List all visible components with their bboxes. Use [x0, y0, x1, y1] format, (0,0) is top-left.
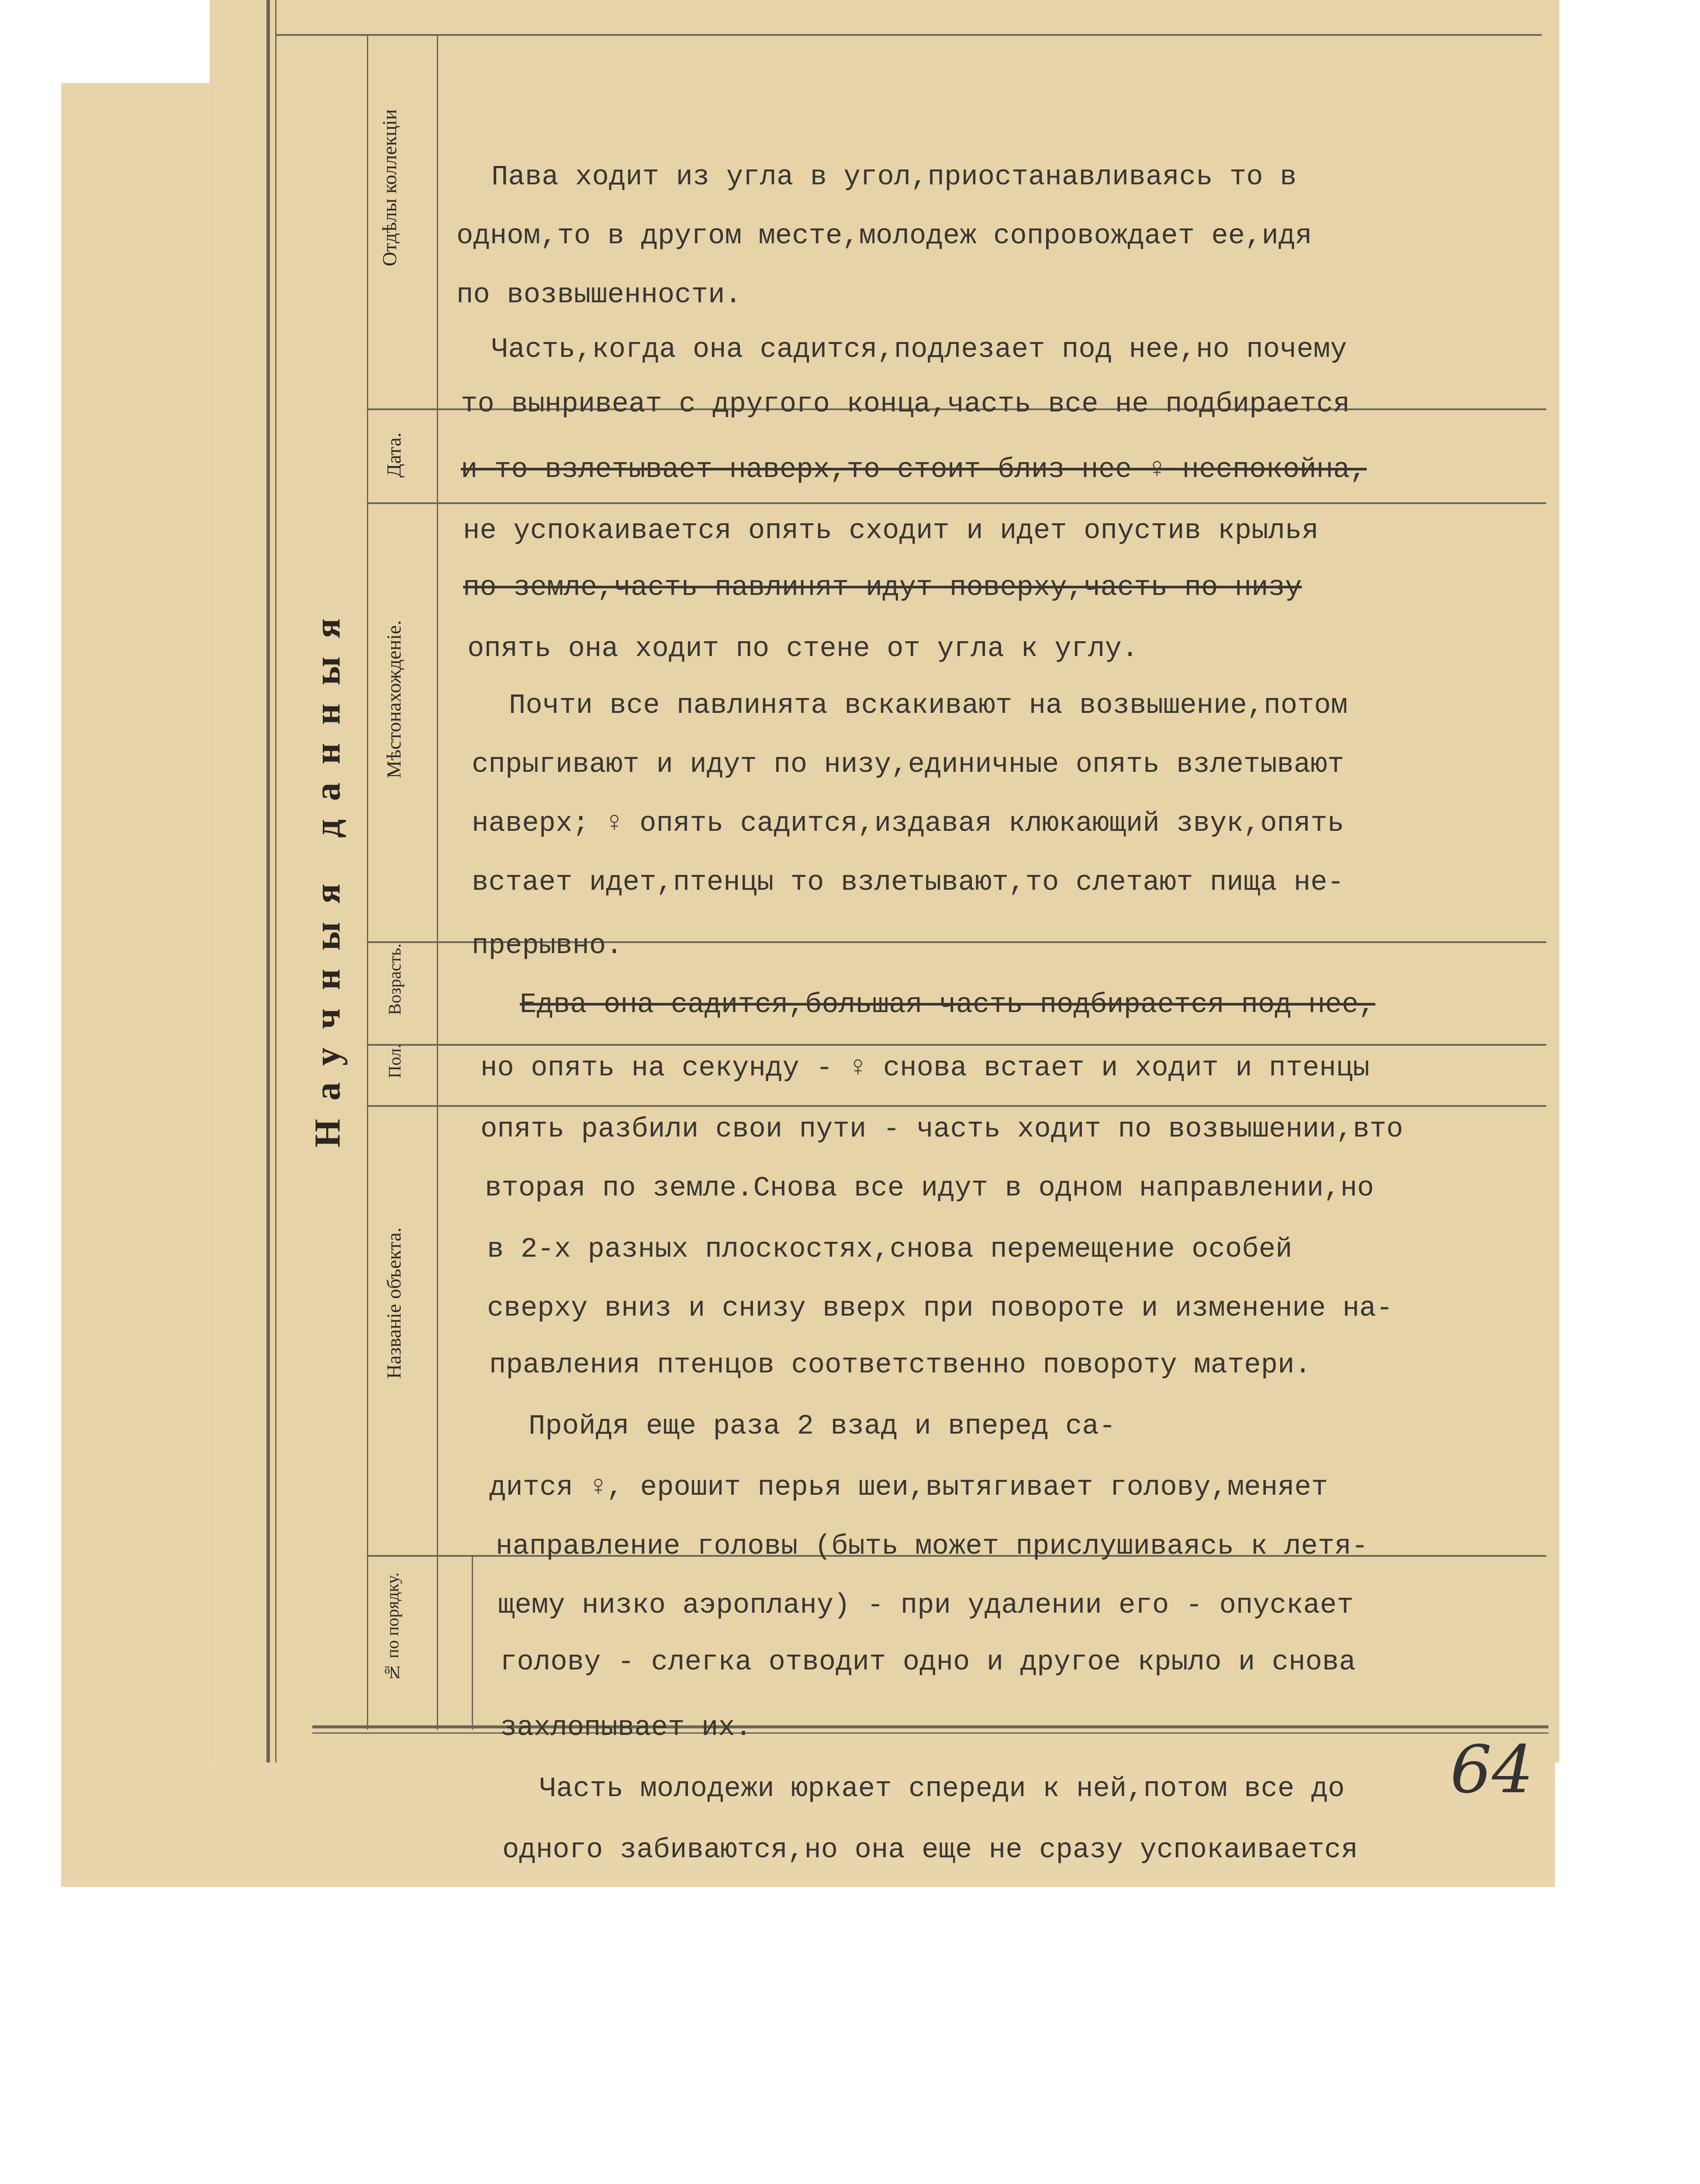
text-line: по возвышенности.: [456, 280, 742, 311]
text-line-struck: Едва она садится,большая часть подбирается под нее,: [520, 989, 1375, 1021]
text-line: Пройдя еще раза 2 взад и вперед са-: [529, 1411, 1116, 1442]
column-header-collection: Отдѣлы коллекціи: [378, 109, 401, 266]
text-line: Часть,когда она садится,подлезает под нее,но почему: [491, 334, 1347, 366]
frame-column-line: [367, 35, 368, 1730]
section-title: Научныя данныя: [307, 600, 348, 1147]
text-line: Часть молодежи юркает спереди к ней,потом все до: [539, 1773, 1345, 1805]
rule-location: [367, 502, 1546, 504]
frame-bottom-line: [312, 1725, 1548, 1728]
text-line: то вынривеат с другого конца,часть все не подбирается: [461, 389, 1350, 420]
text-line: опять она ходит по стене от угла к углу.: [467, 633, 1139, 665]
text-line: правления птенцов соответственно повороту матери.: [489, 1350, 1311, 1381]
text-line: вторая по земле.Снова все идут в одном направлении,но: [485, 1173, 1374, 1204]
text-line: но опять на секунду - ♀ снова встает и ходит и птенцы: [480, 1053, 1370, 1084]
frame-left-line-thin: [275, 0, 276, 1762]
text-line-struck: и то взлетывает наверх,то стоит близ нее ♀ неспокойна,: [461, 454, 1367, 486]
folio-number: 64: [1450, 1732, 1534, 1808]
column-header-object-name: Названіе объекта.: [383, 1227, 405, 1379]
text-line: в 2-х разных плоскостях,снова перемещение особей: [487, 1234, 1292, 1265]
rule-object: [367, 1105, 1546, 1107]
text-line: голову - слегка отводит одно и другое крыло и снова: [500, 1647, 1356, 1678]
frame-left-line: [266, 0, 270, 1762]
frame-column-line-2: [437, 35, 438, 1730]
text-line: спрыгивают и идут по низу,единичные опять взлетывают: [472, 749, 1344, 781]
frame-column-line-3: [472, 1555, 473, 1730]
text-line: Пава ходит из угла в угол,приостанавливаясь то в: [491, 162, 1297, 193]
frame-top-line: [275, 34, 1542, 36]
frame-bottom-line-2: [312, 1732, 1548, 1734]
text-line: встает идет,птенцы то взлетывают,то слетают пища не-: [472, 867, 1344, 898]
column-header-number: № по порядку.: [383, 1572, 402, 1683]
rule-sex: [367, 1044, 1546, 1046]
text-line: Почти все павлинята вскакивают на возвышение,потом: [509, 690, 1348, 722]
text-line: направление головы (быть может прислушиваясь к летя-: [496, 1531, 1368, 1562]
column-header-sex: Пол.: [385, 1044, 404, 1078]
text-line: опять разбили свои пути - часть ходит по возвышении,вто: [480, 1114, 1403, 1145]
text-line: щему низко аэроплану) - при удалении его - опускает: [498, 1590, 1354, 1621]
text-line: не успокаивается опять сходит и идет опустив крылья: [463, 515, 1319, 547]
text-line: дится ♀, ерошит перья шеи,вытягивает голову,меняет: [489, 1472, 1328, 1503]
text-line: одного забиваются,но она еще не сразу успокаивается: [502, 1835, 1358, 1866]
column-header-age: Возрасть.: [385, 943, 404, 1015]
text-line: сверху вниз и снизу вверх при повороте и изменение на-: [487, 1293, 1393, 1324]
column-header-location: Мѣстонахожденіе.: [383, 620, 405, 778]
text-line: захлопывает их.: [500, 1712, 752, 1744]
text-line: прерывно.: [472, 930, 623, 962]
text-line-struck: по земле,часть павлинят идут поверху,часть по низу: [463, 572, 1302, 604]
text-line: одном,то в другом месте,молодеж сопровождает ее,идя: [456, 221, 1312, 252]
column-header-date: Дата.: [383, 432, 405, 478]
text-line: наверх; ♀ опять садится,издавая клюкающий звук,опять: [472, 808, 1344, 840]
